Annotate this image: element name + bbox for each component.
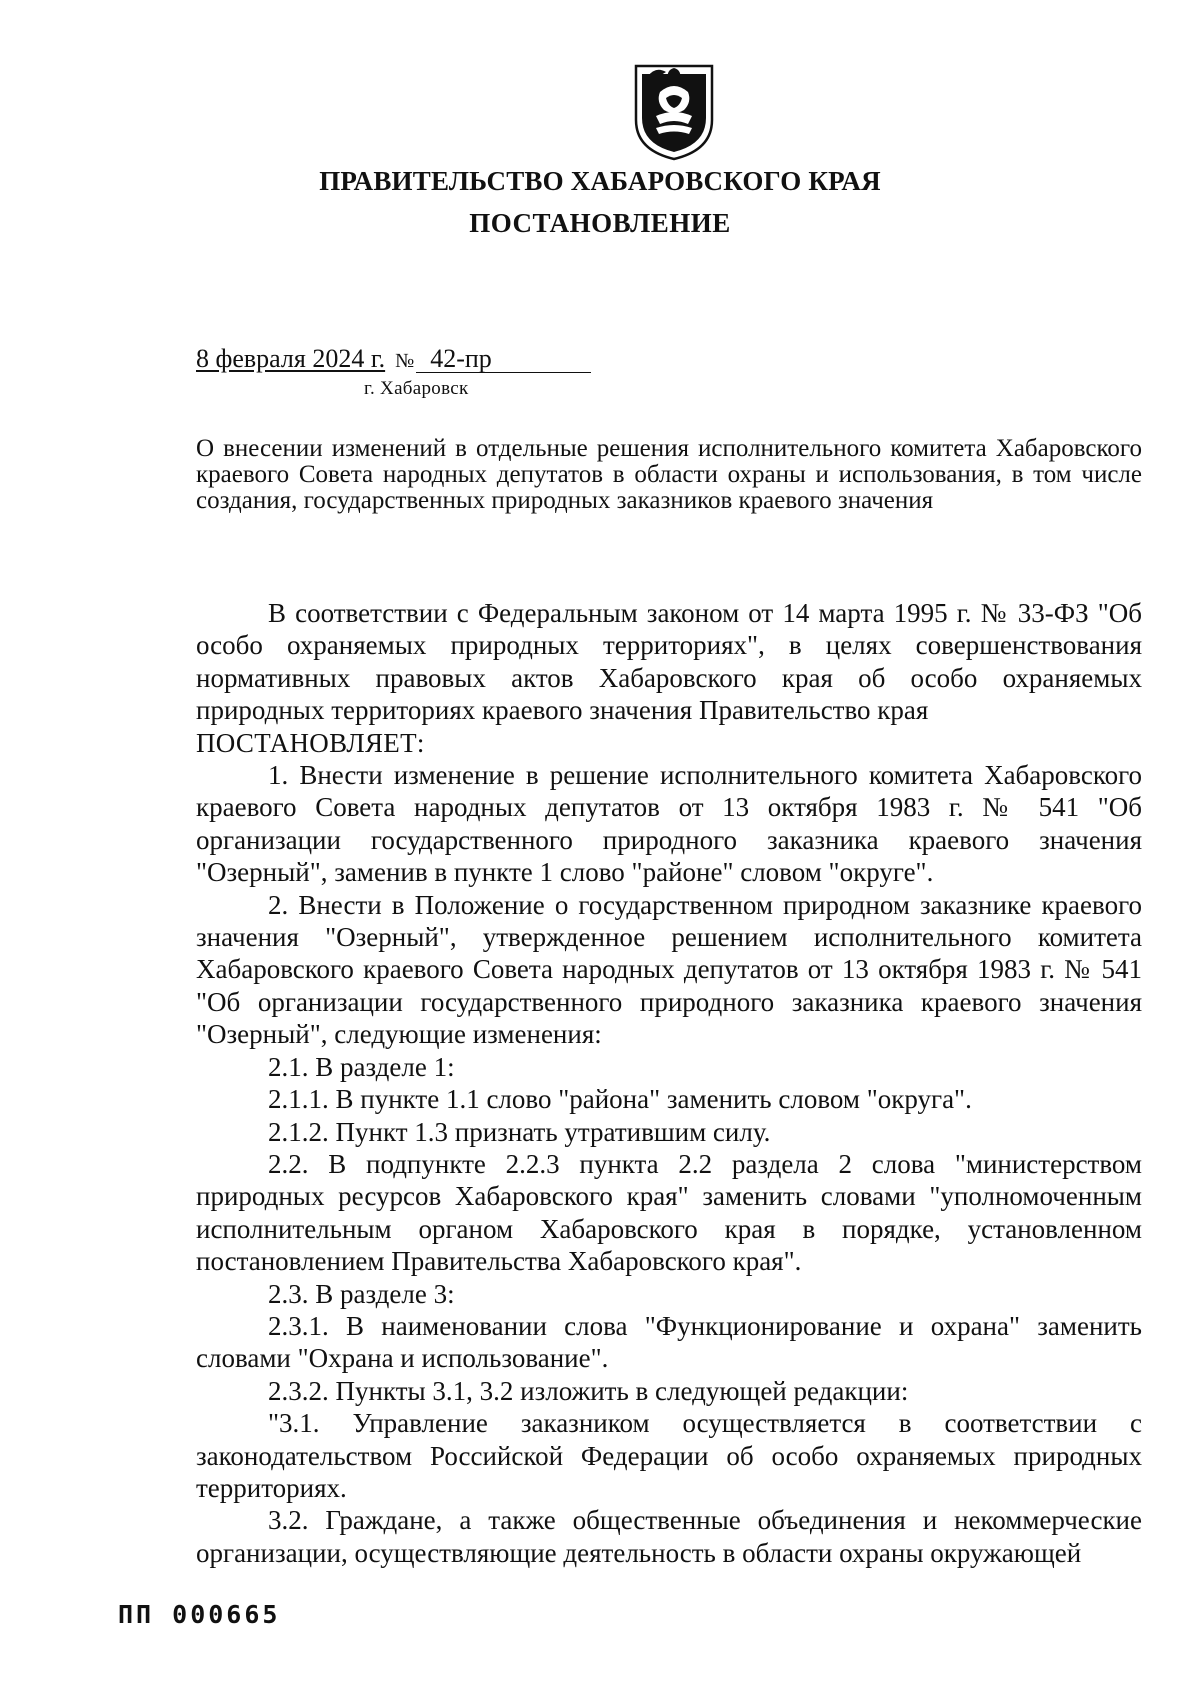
document-body (196, 597, 1142, 1569)
paragraph-2-3-2: 2.3.2. Пункты 3.1, 3.2 изложить в следующей редакции: (268, 1375, 909, 1406)
quoted-paragraph-3-2: 3.2. Граждане, а также общественные объединения и некоммерческие организации, осуществляющие деятельность в области охраны окружающей (196, 1505, 1142, 1568)
document-city: г. Хабаровск (364, 378, 469, 399)
number-field (416, 346, 591, 373)
document-subject: О внесении изменений в отдельные решения исполнительного комитета Хабаровского краевого Совета народных депутатов в области охраны и использования, в том числе создания, государственных природных заказников краевого значения (196, 435, 1142, 514)
document-type-title: ПОСТАНОВЛЕНИЕ (469, 208, 731, 238)
paragraph-2-1-1: 2.1.1. В пункте 1.1 слово "района" заменить словом "округа". (268, 1084, 972, 1115)
paragraph-2-3: 2.3. В разделе 3: (268, 1278, 455, 1309)
paragraph-2-3-1: 2.3.1. В наименовании слова "Функционирование и охрана" заменить словами "Охрана и использование". (196, 1310, 1142, 1374)
coat-of-arms-icon (632, 62, 716, 162)
paragraph-1: 1. Внести изменение в решение исполнительного комитета Хабаровского краевого Совета народных депутатов от 13 октября 1983 г. № 541 "Об организации государственного природного заказника краевого значения "Озерный", заменив в пункте 1 слово "районе" словом "округе". (196, 760, 1142, 888)
quoted-paragraph-3-1: "3.1. Управление заказником осуществляется в соответствии с законодательством Российской Федерации об особо охраняемых природных территориях. (196, 1408, 1142, 1503)
date-number-line (196, 344, 591, 374)
document-number: 42-пр (430, 344, 492, 373)
government-title: ПРАВИТЕЛЬСТВО ХАБАРОВСКОГО КРАЯ (319, 166, 881, 196)
paragraph-2-1-2: 2.1.2. Пункт 1.3 признать утратившим силу. (268, 1116, 771, 1147)
preamble-paragraph: В соответствии с Федеральным законом от 14 марта 1995 г. № 33-ФЗ "Об особо охраняемых природных территориях", в целях совершенствования нормативных правовых актов Хабаровского края об особо охраняемых природных территориях краевого значения Правительство края (196, 598, 1142, 726)
number-sign: № (395, 350, 415, 372)
paragraph-2: 2. Внести в Положение о государственном природном заказнике краевого значения "Озерный", утвержденное решением исполнительного комитета Хабаровского краевого Совета народных депутатов от 13 октября 1983 г. № 541 "Об организации государственного природного заказника краевого значения "Озерный", следующие изменения: (196, 889, 1142, 1050)
paragraph-2-1: 2.1. В разделе 1: (268, 1051, 455, 1082)
document-date: 8 февраля 2024 г. (196, 344, 386, 373)
resolution-word: ПОСТАНОВЛЯЕТ: (196, 727, 425, 758)
document-serial-code: ПП 000665 (118, 1600, 281, 1629)
paragraph-2-2: 2.2. В подпункте 2.2.3 пункта 2.2 раздела 2 слова "министерством природных ресурсов Хабаровского края" заменить словами "уполномоченным исполнительным органом Хабаровского края в порядке, установленном постановлением Правительства Хабаровского края". (196, 1148, 1142, 1277)
